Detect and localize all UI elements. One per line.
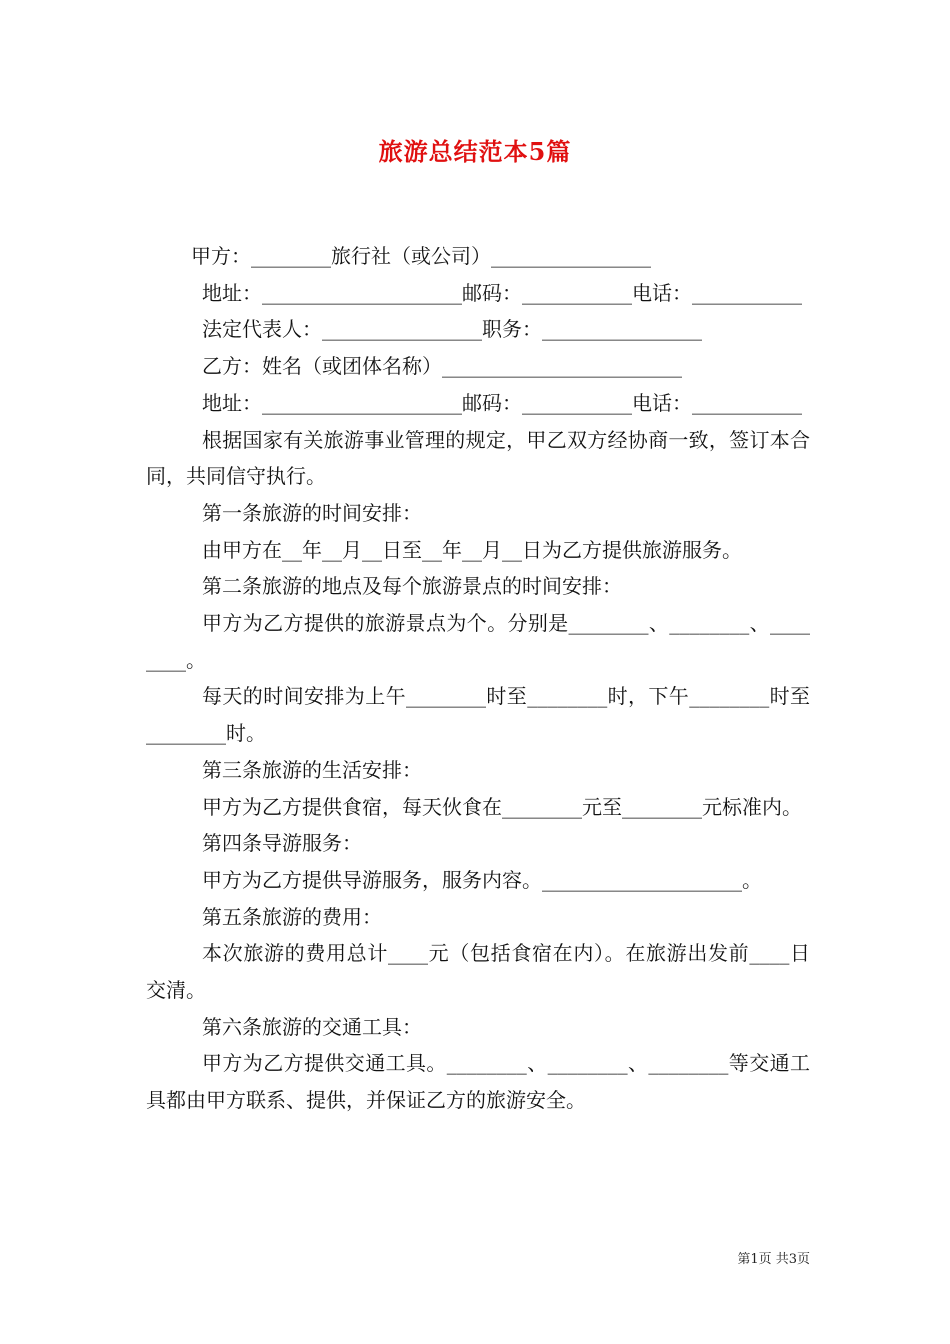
party-a-line: 甲方：________旅行社（或公司）________________ [191, 244, 651, 268]
article-5-text: 本次旅游的费用总计____元（包括食宿在内）。在旅游出发前____日交清。 [146, 941, 810, 1003]
page-number: 第1页 共3页 [737, 1252, 810, 1267]
article-4-text: 甲方为乙方提供导游服务，服务内容。____________________。 [202, 867, 762, 892]
party-a-address-line: 地址：____________________邮码：___________电话：___________ [202, 280, 802, 305]
article-1-text: 由甲方在__年__月__日至__年__月__日为乙方提供旅游服务。 [202, 537, 742, 562]
intro-paragraph: 根据国家有关旅游事业管理的规定，甲乙双方经协商一致，签订本合同，共同信守执行。 [146, 427, 810, 489]
article-4-heading: 第四条导游服务： [202, 831, 362, 856]
legal-representative-line: 法定代表人：________________职务：________________ [202, 317, 702, 342]
article-3-heading: 第三条旅游的生活安排： [202, 757, 422, 782]
article-2-schedule-text: 每天的时间安排为上午________时至________时，下午________时至________时。 [146, 684, 810, 746]
article-6-text: 甲方为乙方提供交通工具。________、________、________等交通工具都由甲方联系、提供，并保证乙方的旅游安全。 [146, 1051, 810, 1113]
article-1-heading: 第一条旅游的时间安排： [202, 500, 422, 525]
document-title: 旅游总结范本5篇 [378, 137, 572, 166]
party-b-line: 乙方：姓名（或团体名称）________________________ [202, 354, 682, 379]
article-2-text: 甲方为乙方提供的旅游景点为个。分别是________、________、________。 [146, 611, 810, 672]
document-body [146, 238, 810, 1119]
article-5-heading: 第五条旅游的费用： [202, 904, 382, 929]
article-6-heading: 第六条旅游的交通工具： [202, 1014, 422, 1039]
party-b-address-line: 地址：____________________邮码：___________电话：___________ [202, 390, 802, 415]
article-2-heading: 第二条旅游的地点及每个旅游景点的时间安排： [202, 574, 622, 599]
article-3-text: 甲方为乙方提供食宿，每天伙食在________元至________元标准内。 [202, 794, 802, 819]
